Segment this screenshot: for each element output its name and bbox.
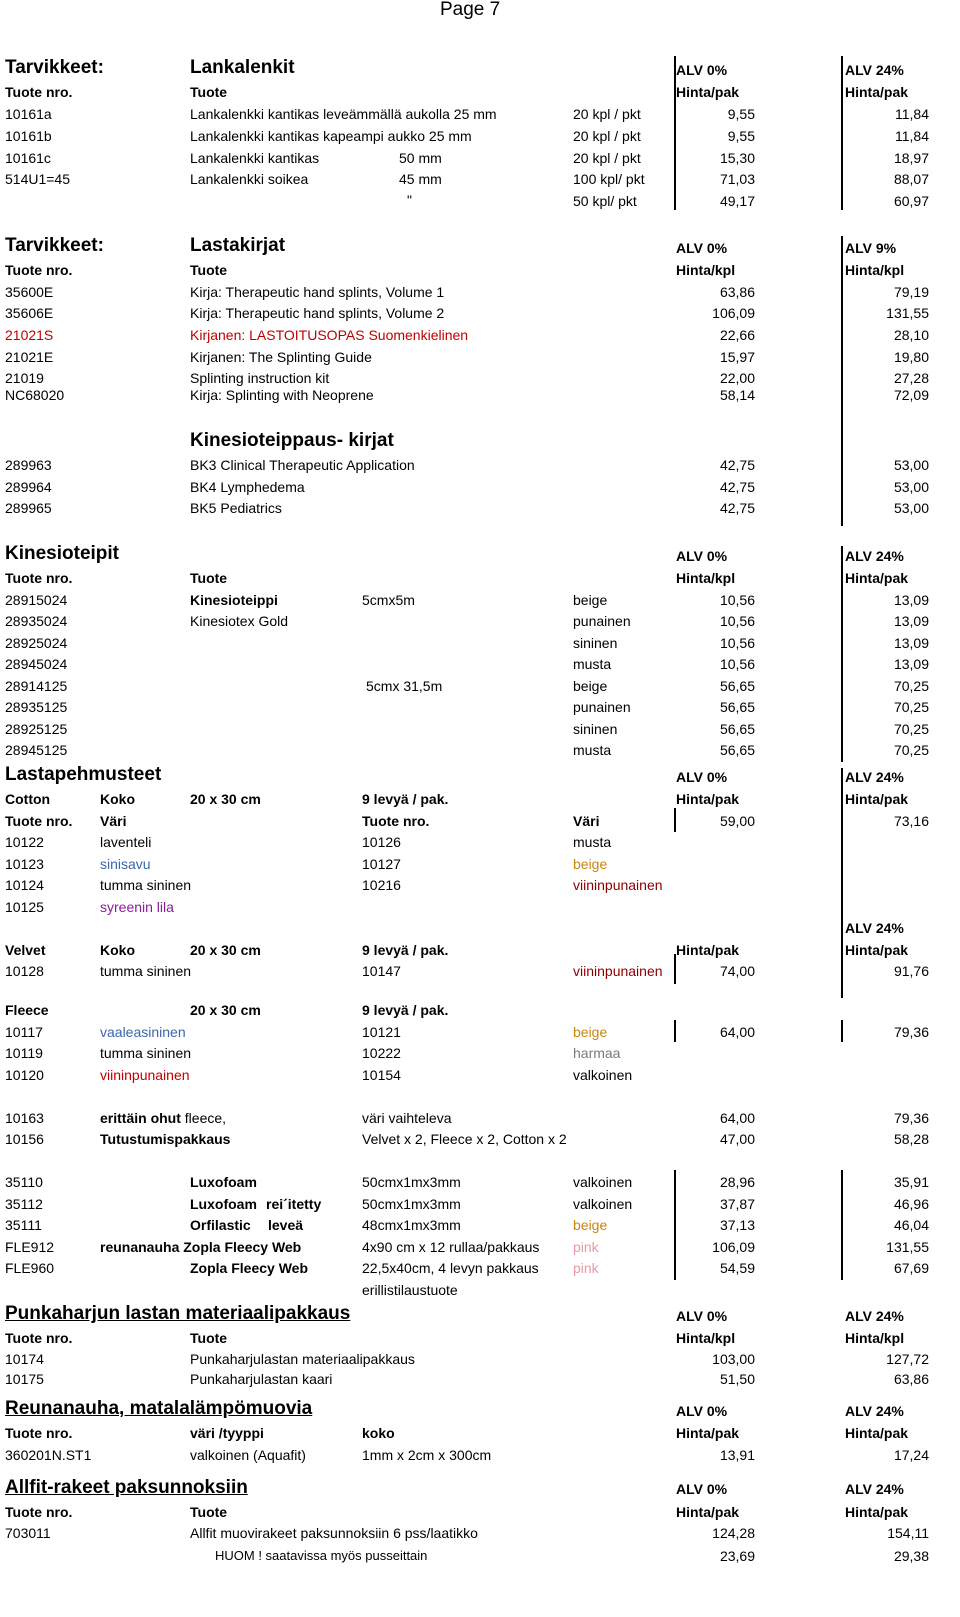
- vat-header: ALV 24%: [845, 769, 904, 785]
- cell-code: 35600E: [5, 284, 54, 300]
- cell-price: 10,56: [719, 635, 755, 651]
- cell-price: 64,00: [719, 1110, 755, 1126]
- column-header: Koko: [100, 791, 135, 807]
- vat-header: ALV 24%: [845, 548, 904, 564]
- fleece-size: 20 x 30 cm: [190, 1002, 261, 1018]
- cell-code: NC68020: [5, 387, 65, 403]
- column-header: Hinta/kpl: [845, 1330, 905, 1346]
- cell-price: 42,75: [719, 479, 755, 495]
- cell-color: viininpunainen: [100, 1067, 190, 1083]
- cell-product: Tutustumispakkaus: [100, 1131, 231, 1147]
- cell-price: 13,91: [719, 1447, 755, 1463]
- cell-price: 124,28: [712, 1525, 755, 1541]
- cell-price: 58,14: [719, 387, 755, 403]
- vat-header: ALV 0%: [676, 1481, 728, 1497]
- cell-price-vat: 46,04: [893, 1217, 929, 1233]
- cell-color: valkoinen: [573, 1174, 633, 1190]
- cell-product: Kirjanen: LASTOITUSOPAS Suomenkielinen: [190, 327, 469, 343]
- cell-product: [100, 1110, 226, 1126]
- cell-variant: rei´itetty: [266, 1196, 322, 1212]
- cell-product: Allfit muovirakeet paksunnoksiin 6 pss/laatikko: [190, 1525, 478, 1541]
- cell-product-rest: fleece,: [180, 1110, 227, 1126]
- cotton-label: Cotton: [5, 791, 51, 807]
- footnote: HUOM ! saatavissa myös pusseittain: [215, 1548, 428, 1563]
- cell-code: 28915024: [5, 592, 68, 608]
- column-header: Hinta/kpl: [845, 262, 905, 278]
- cell-size: 5cmx 31,5m: [366, 678, 443, 694]
- column-header: Väri: [100, 813, 127, 829]
- cell-price: 22,00: [719, 370, 755, 386]
- cell-size: 5cmx5m: [362, 592, 415, 608]
- column-header: Tuote: [190, 84, 228, 100]
- cell-color: beige: [573, 678, 608, 694]
- cell-code: FLE960: [5, 1260, 55, 1276]
- cell-price-vat: 53,00: [893, 479, 929, 495]
- column-header: Tuote: [190, 1330, 228, 1346]
- divider-fleece-1: [674, 1020, 676, 1042]
- cell-note: erillistilaustuote: [362, 1282, 458, 1298]
- cell-code: 21019: [5, 370, 44, 386]
- cell-price: 42,75: [719, 500, 755, 516]
- cell-product: Punkaharjulastan kaari: [190, 1371, 333, 1387]
- column-header: Tuote: [190, 262, 228, 278]
- cell-color: sinisavu: [100, 856, 151, 872]
- cell-price-vat: 127,72: [886, 1351, 929, 1367]
- cell-code: 289965: [5, 500, 52, 516]
- column-header: Hinta/pak: [845, 942, 909, 958]
- divider-pehmusteet-1: [674, 808, 676, 832]
- column-header: Hinta/pak: [676, 1504, 740, 1520]
- cell-product: Kirja: Splinting with Neoprene: [190, 387, 374, 403]
- cell-color: sininen: [573, 635, 618, 651]
- cell-note: Velvet x 2, Fleece x 2, Cotton x 2: [362, 1131, 567, 1147]
- cell-product: BK4 Lymphedema: [190, 479, 305, 495]
- vat-header: ALV 0%: [676, 1308, 728, 1324]
- cell-product: reunanauha Zopla Fleecy Web: [100, 1239, 302, 1255]
- cell-size: 50cmx1mx3mm: [362, 1174, 461, 1190]
- cell-color: valkoinen: [573, 1196, 633, 1212]
- cell-price-vat: 60,97: [893, 193, 929, 209]
- cell-code: 10154: [362, 1067, 401, 1083]
- cell-product: Punkaharjulastan materiaalipakkaus: [190, 1351, 415, 1367]
- cell-price-vat: 72,09: [893, 387, 929, 403]
- cell-product: BK5 Pediatrics: [190, 500, 282, 516]
- column-header: Hinta/kpl: [676, 570, 736, 586]
- cell-size: 1mm x 2cm x 300cm: [362, 1447, 492, 1463]
- velvet-label: Velvet: [5, 942, 46, 958]
- cell-code: 360201N.ST1: [5, 1447, 92, 1463]
- cell-price-vat: 67,69: [893, 1260, 929, 1276]
- column-header: Koko: [100, 942, 135, 958]
- velvet-pack: 9 levyä / pak.: [362, 942, 449, 958]
- section-title: Punkaharjun lastan materiaalipakkaus: [5, 1303, 351, 1324]
- cell-price: 56,65: [719, 721, 755, 737]
- vat-header: ALV 0%: [676, 62, 728, 78]
- column-header: Hinta/pak: [676, 791, 740, 807]
- cell-color: laventeli: [100, 834, 152, 850]
- cell-price-vat: 53,00: [893, 457, 929, 473]
- cell-code: 10147: [362, 963, 401, 979]
- cell-price: 63,86: [719, 284, 755, 300]
- cell-size: 48cmx1mx3mm: [362, 1217, 461, 1233]
- cell-code: 10175: [5, 1371, 44, 1387]
- cell-size: 22,5x40cm, 4 levyn pakkaus: [362, 1260, 539, 1276]
- cell-price-vat: 70,25: [893, 699, 929, 715]
- section-title: Reunanauha, matalalämpömuovia: [5, 1398, 313, 1419]
- vat-header: ALV 0%: [676, 1403, 728, 1419]
- cell-color: tumma sininen: [100, 1045, 192, 1061]
- vat-header: ALV 24%: [845, 1403, 904, 1419]
- cell-code: 28914125: [5, 678, 68, 694]
- cell-pack: 20 kpl / pkt: [573, 106, 641, 122]
- cell-color: syreenin lila: [100, 899, 174, 915]
- vat-header: ALV 0%: [676, 769, 728, 785]
- cell-price: 10,56: [719, 613, 755, 629]
- column-header: Tuote: [190, 1504, 228, 1520]
- cell-code: 21021E: [5, 349, 54, 365]
- cell-price: 37,13: [719, 1217, 755, 1233]
- column-header: Tuote nro.: [362, 813, 430, 829]
- cell-price-vat: 28,10: [893, 327, 929, 343]
- cell-color: harmaa: [573, 1045, 621, 1061]
- vat-header: ALV 24%: [845, 920, 904, 936]
- cell-price-vat: 11,84: [895, 128, 929, 144]
- cell-color: pink: [573, 1239, 599, 1255]
- cotton-size: 20 x 30 cm: [190, 791, 261, 807]
- column-header: Tuote nro.: [5, 1504, 73, 1520]
- cotton-pack: 9 levyä / pak.: [362, 791, 449, 807]
- page-title: Page 7: [440, 0, 501, 20]
- cell-color: punainen: [573, 699, 631, 715]
- cell-color: vaaleasininen: [100, 1024, 186, 1040]
- column-header: Hinta/pak: [845, 1504, 909, 1520]
- cell-price-vat: 79,36: [893, 1024, 929, 1040]
- cell-code: 35112: [5, 1196, 43, 1212]
- cell-price: 106,09: [712, 1239, 755, 1255]
- cell-price-vat: 19,80: [893, 349, 929, 365]
- divider-fleece-2: [841, 1020, 843, 1042]
- column-header: Tuote nro.: [5, 1425, 73, 1441]
- cell-price: 103,00: [712, 1351, 755, 1367]
- column-header: Hinta/pak: [676, 1425, 740, 1441]
- divider-velvet: [674, 954, 676, 984]
- cell-color: beige: [573, 592, 608, 608]
- cell-product: Lankalenkki kantikas kapeampi aukko 25 mm: [190, 128, 472, 144]
- cell-product: Lankalenkki soikea: [190, 171, 309, 187]
- cell-price-vat: 35,91: [893, 1174, 929, 1190]
- cell-code: 10222: [362, 1045, 401, 1061]
- cell-price: 15,30: [719, 150, 755, 166]
- fleece-label: Fleece: [5, 1002, 49, 1018]
- cell-size: 50cmx1mx3mm: [362, 1196, 461, 1212]
- cell-code: FLE912: [5, 1239, 55, 1255]
- divider-foam-1: [674, 1170, 676, 1280]
- cell-code: 21021S: [5, 327, 54, 343]
- cell-price-vat: 58,28: [893, 1131, 929, 1147]
- cell-code: 28945024: [5, 656, 68, 672]
- cell-pack: 20 kpl / pkt: [573, 128, 641, 144]
- column-header: Tuote: [190, 570, 228, 586]
- cell-code: 10161a: [5, 106, 52, 122]
- cell-code: 10120: [5, 1067, 44, 1083]
- cell-price: 42,75: [719, 457, 755, 473]
- cell-price-vat: 70,25: [893, 742, 929, 758]
- vat-header: ALV 9%: [845, 240, 897, 256]
- divider-kinesio: [841, 546, 843, 762]
- cell-code: 10156: [5, 1131, 44, 1147]
- cell-color: beige: [573, 1217, 608, 1233]
- cell-price: 59,00: [719, 813, 755, 829]
- cell-color: musta: [573, 656, 612, 672]
- column-header: Hinta/pak: [845, 84, 909, 100]
- divider-pehmusteet-2: [841, 768, 843, 998]
- cell-color: valkoinen: [573, 1067, 633, 1083]
- cell-code: 10174: [5, 1351, 44, 1367]
- cell-code: 289963: [5, 457, 52, 473]
- cell-price-vat: 11,84: [895, 106, 929, 122]
- column-header: Tuote nro.: [5, 570, 73, 586]
- cell-price: 54,59: [719, 1260, 755, 1276]
- column-header: Hinta/kpl: [676, 262, 736, 278]
- cell-color: musta: [573, 742, 612, 758]
- section-title: Kinesioteippaus- kirjat: [190, 430, 394, 451]
- cell-price-vat: 70,25: [893, 721, 929, 737]
- section-label: Tarvikkeet:: [5, 235, 104, 256]
- velvet-size: 20 x 30 cm: [190, 942, 261, 958]
- cell-price-vat: 46,96: [893, 1196, 929, 1212]
- cell-color: musta: [573, 834, 612, 850]
- fleece-pack: 9 levyä / pak.: [362, 1002, 449, 1018]
- cell-price-vat: 13,09: [893, 635, 929, 651]
- cell-code: 10163: [5, 1110, 44, 1126]
- vat-header: ALV 24%: [845, 62, 904, 78]
- cell-variant: leveä: [268, 1217, 304, 1233]
- cell-product: Zopla Fleecy Web: [190, 1260, 308, 1276]
- cell-price: 56,65: [719, 699, 755, 715]
- cell-note: väri vaihteleva: [362, 1110, 452, 1126]
- cell-product: Kinesiotex Gold: [190, 613, 289, 629]
- cell-price: 106,09: [712, 305, 755, 321]
- cell-product: Kirja: Therapeutic hand splints, Volume 1: [190, 284, 445, 300]
- cell-price-vat: 13,09: [893, 613, 929, 629]
- cell-product: BK3 Clinical Therapeutic Application: [190, 457, 415, 473]
- column-header: Hinta/pak: [845, 791, 909, 807]
- cell-product: Orfilastic: [190, 1217, 251, 1233]
- cell-price: 9,55: [727, 128, 755, 144]
- cell-price-vat: 29,38: [893, 1548, 929, 1564]
- cell-code: 28945125: [5, 742, 68, 758]
- cell-price: 10,56: [719, 592, 755, 608]
- cell-price: 10,56: [719, 656, 755, 672]
- cell-code: 10127: [362, 856, 401, 872]
- cell-price: 71,03: [719, 171, 755, 187]
- cell-code: 10161c: [5, 150, 51, 166]
- cell-color: valkoinen (Aquafit): [190, 1447, 306, 1463]
- cell-color: viininpunainen: [573, 963, 663, 979]
- column-header: koko: [362, 1425, 395, 1441]
- cell-code: 514U1=45: [5, 171, 71, 187]
- cell-code: 703011: [5, 1525, 51, 1541]
- cell-price-vat: 79,36: [893, 1110, 929, 1126]
- column-header: Hinta/pak: [676, 942, 740, 958]
- cell-price-vat: 70,25: [893, 678, 929, 694]
- cell-code: 10124: [5, 877, 44, 893]
- cell-code: 10117: [5, 1024, 43, 1040]
- cell-code: 28925125: [5, 721, 68, 737]
- cell-pack: 50 kpl/ pkt: [573, 193, 637, 209]
- cell-price-vat: 91,76: [893, 963, 929, 979]
- cell-product: Kinesioteippi: [190, 592, 278, 608]
- cell-price: 49,17: [719, 193, 755, 209]
- vat-header: ALV 0%: [676, 548, 728, 564]
- cell-price-vat: 154,11: [887, 1525, 929, 1541]
- cell-code: 10119: [5, 1045, 43, 1061]
- cell-color: tumma sininen: [100, 963, 192, 979]
- cell-price-vat: 53,00: [893, 500, 929, 516]
- cell-price: 22,66: [719, 327, 755, 343]
- cell-price: 64,00: [719, 1024, 755, 1040]
- cell-product: Lankalenkki kantikas leveämmällä aukolla 25 mm: [190, 106, 497, 122]
- column-header: Hinta/pak: [845, 1425, 909, 1441]
- cell-price-vat: 73,16: [893, 813, 929, 829]
- cell-product-bold: erittäin ohut: [100, 1110, 181, 1126]
- cell-price: 47,00: [719, 1131, 755, 1147]
- divider-foam-2: [841, 1170, 843, 1280]
- cell-code: 28935024: [5, 613, 68, 629]
- cell-product: Kirjanen: The Splinting Guide: [190, 349, 372, 365]
- cell-product: Luxofoam: [190, 1196, 257, 1212]
- cell-code: 10216: [362, 877, 401, 893]
- column-header: väri /tyyppi: [190, 1425, 264, 1441]
- cell-price: 37,87: [719, 1196, 755, 1212]
- cell-price-vat: 131,55: [886, 1239, 929, 1255]
- cell-price-vat: 88,07: [893, 171, 929, 187]
- cell-price: 74,00: [719, 963, 755, 979]
- section-title: Kinesioteipit: [5, 543, 120, 564]
- section-title: Allfit-rakeet paksunnoksiin: [5, 1477, 248, 1498]
- cell-price-vat: 131,55: [886, 305, 929, 321]
- cell-code: 10121: [362, 1024, 401, 1040]
- divider-lankalenkit-1: [674, 56, 676, 210]
- vat-header: ALV 0%: [676, 240, 728, 256]
- cell-price: 56,65: [719, 742, 755, 758]
- cell-price-vat: 17,24: [893, 1447, 929, 1463]
- cell-price: 28,96: [719, 1174, 755, 1190]
- cell-pack: 100 kpl/ pkt: [573, 171, 645, 187]
- vat-header: ALV 24%: [845, 1308, 904, 1324]
- cell-price: 51,50: [719, 1371, 755, 1387]
- column-header: Tuote nro.: [5, 262, 73, 278]
- cell-code: 10122: [5, 834, 44, 850]
- cell-size: 50 mm: [399, 150, 442, 166]
- cell-code: 28935125: [5, 699, 68, 715]
- cell-price: 9,55: [727, 106, 755, 122]
- divider-books: [841, 236, 843, 526]
- divider-lankalenkit-2: [841, 56, 843, 210]
- cell-size: 4x90 cm x 12 rullaa/pakkaus: [362, 1239, 540, 1255]
- column-header: Hinta/pak: [845, 570, 909, 586]
- cell-price-vat: 27,28: [893, 370, 929, 386]
- cell-product: Kirja: Therapeutic hand splints, Volume 2: [190, 305, 445, 321]
- cell-product: Lankalenkki kantikas: [190, 150, 320, 166]
- cell-price-vat: 79,19: [893, 284, 929, 300]
- column-header: Väri: [573, 813, 600, 829]
- cell-price: 15,97: [719, 349, 755, 365]
- cell-code: 10126: [362, 834, 401, 850]
- cell-price-vat: 18,97: [893, 150, 929, 166]
- cell-color: pink: [573, 1260, 599, 1276]
- cell-product: Splinting instruction kit: [190, 370, 330, 386]
- section-title: Lastapehmusteet: [5, 764, 162, 785]
- column-header: Tuote nro.: [5, 813, 73, 829]
- cell-code: 35606E: [5, 305, 54, 321]
- cell-color: punainen: [573, 613, 631, 629]
- cell-code: 28925024: [5, 635, 68, 651]
- section-label: Tarvikkeet:: [5, 57, 104, 78]
- cell-price: 23,69: [719, 1548, 755, 1564]
- cell-color: beige: [573, 1024, 608, 1040]
- cell-pack: 20 kpl / pkt: [573, 150, 641, 166]
- cell-code: 10161b: [5, 128, 52, 144]
- cell-code: 35110: [5, 1174, 43, 1190]
- cell-code: 10123: [5, 856, 44, 872]
- cell-size: ": [407, 192, 412, 208]
- cell-code: 35111: [5, 1217, 42, 1233]
- column-header: Tuote nro.: [5, 1330, 73, 1346]
- section-title: Lankalenkit: [190, 57, 295, 78]
- cell-code: 10128: [5, 963, 44, 979]
- cell-product: Luxofoam: [190, 1174, 257, 1190]
- cell-size: 45 mm: [399, 171, 442, 187]
- cell-color: beige: [573, 856, 608, 872]
- cell-price: 56,65: [719, 678, 755, 694]
- cell-price-vat: 13,09: [893, 656, 929, 672]
- cell-code: 289964: [5, 479, 52, 495]
- cell-color: viininpunainen: [573, 877, 663, 893]
- cell-code: 10125: [5, 899, 44, 915]
- cell-price-vat: 63,86: [893, 1371, 929, 1387]
- cell-price-vat: 13,09: [893, 592, 929, 608]
- column-header: Tuote nro.: [5, 84, 73, 100]
- cell-color: tumma sininen: [100, 877, 192, 893]
- section-title: Lastakirjat: [190, 235, 286, 256]
- column-header: Hinta/pak: [676, 84, 740, 100]
- vat-header: ALV 24%: [845, 1481, 904, 1497]
- cell-color: sininen: [573, 721, 618, 737]
- column-header: Hinta/kpl: [676, 1330, 736, 1346]
